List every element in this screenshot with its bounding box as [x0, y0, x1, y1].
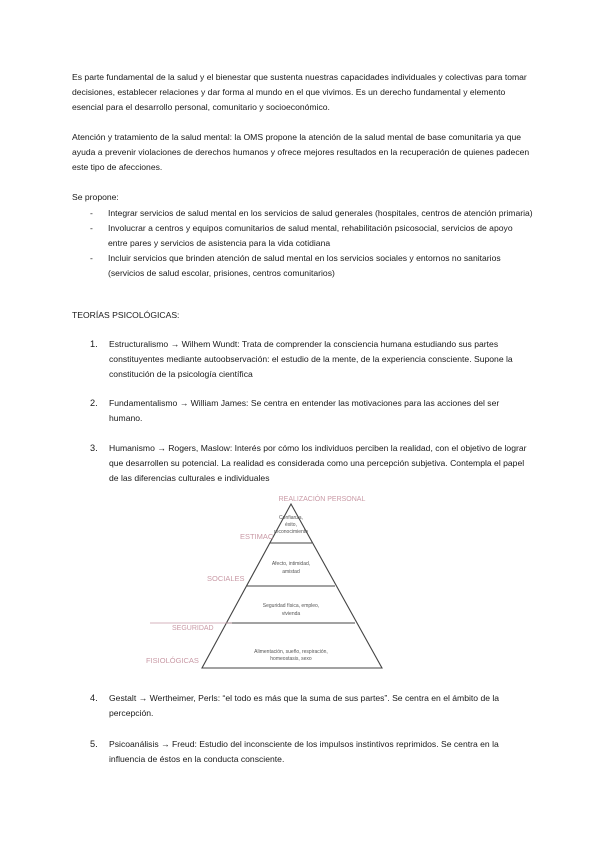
proposals-list — [72, 206, 534, 281]
theories-title: TEORÍAS PSICOLÓGICAS: — [72, 310, 180, 320]
theory-number: 4. — [90, 693, 98, 703]
list-item: - Incluir servicios que brinden atención de salud mental en los servicios sociales y entornos no sanitarios (servicios de salud escolar, prisiones, centros comunitarios) — [90, 253, 501, 278]
level-label-seguridad: SEGURIDAD — [172, 625, 214, 632]
bullet-dash: - — [90, 253, 93, 263]
theory-number: 1. — [90, 339, 98, 349]
level-content-text: reconocimiento — [274, 529, 308, 535]
theory-text: Humanismo → Rogers, Maslow: Interés por cómo los individuos perciben la realidad, con el objetivo de lograr que desarrollen su potencial. La realidad es considerada como una percepción subjetiva. Contempla el papel de las diferencias culturales e individuales — [109, 443, 527, 483]
level-content-text: amistad — [282, 569, 300, 575]
theory-item — [72, 441, 534, 486]
theory-number: 5. — [90, 739, 98, 749]
theory-number: 2. — [90, 398, 98, 408]
maslow-pyramid — [140, 490, 410, 672]
level-content-text: éxito, — [285, 522, 297, 528]
list-item: - Involucrar a centros y equipos comunitarios de salud mental, rehabilitación psicosocial, servicios de apoyo entre pares y servicios de asistencia para la vida cotidiana — [90, 223, 513, 248]
attention-paragraph: Atención y tratamiento de la salud mental: la OMS propone la atención de la salud mental de base comunitaria ya que ayuda a prevenir violaciones de derechos humanos y ofrece mejores resultados en la recuperación de quienes padecen este tipo de afecciones. — [72, 132, 530, 172]
se-propone-label: Se propone: — [72, 192, 119, 202]
level-content-text: vivienda — [281, 611, 301, 617]
theory-text: Fundamentalismo → William James: Se centra en entender las motivaciones para las acciones del ser humano. — [109, 398, 500, 423]
level-content-text: homeostasis, sexo — [270, 656, 312, 662]
pyramid-top-label: REALIZACIÓN PERSONAL — [278, 496, 366, 503]
theory-text: Psicoanálisis → Freud: Estudio del inconsciente de los impulsos instintivos reprimidos. Se centra en la influencia de éstos en la conducta consciente. — [109, 739, 499, 764]
theory-item — [72, 691, 534, 721]
theory-number: 3. — [90, 443, 98, 453]
level-content-text: Seguridad física, empleo, — [262, 603, 320, 609]
intro-paragraph: Es parte fundamental de la salud y el bienestar que sustenta nuestras capacidades individuales y colectivas para tomar decisiones, establecer relaciones y dar forma al mundo en el que vivimos. Es un derecho fundamental y elemento esencial para el desarrollo personal, comunitario y socioeconómico. — [72, 72, 527, 112]
level-label-fisiologicas: FISIOLÓGICAS — [146, 656, 199, 665]
theory-item — [72, 737, 534, 767]
level-content-text: Afecto, intimidad, — [271, 561, 311, 567]
bullet-dash: - — [90, 223, 93, 233]
theory-text: Gestalt → Wertheimer, Perls: “el todo es más que la suma de sus partes”. Se centra en el ámbito de la percepción. — [109, 693, 500, 718]
theory-item — [72, 337, 534, 382]
theory-text: Estructuralismo → Wilhem Wundt: Trata de comprender la consciencia humana estudiando sus partes constituyentes mediante autoobservación: el estudio de la mente, de la experiencia consciente. Supone la constitución de la psicología científica — [109, 339, 513, 379]
level-content-text: Alimentación, sueño, respiración, — [254, 649, 328, 655]
level-label-sociales: SOCIALES — [207, 574, 245, 583]
level-label-estima: ESTIMAC — [240, 532, 274, 541]
bullet-dash: - — [90, 208, 93, 218]
list-item: - Integrar servicios de salud mental en los servicios de salud generales (hospitales, centros de atención primaria) — [72, 206, 534, 221]
level-content-text: Confianza, — [279, 515, 303, 521]
theory-item — [72, 396, 534, 426]
